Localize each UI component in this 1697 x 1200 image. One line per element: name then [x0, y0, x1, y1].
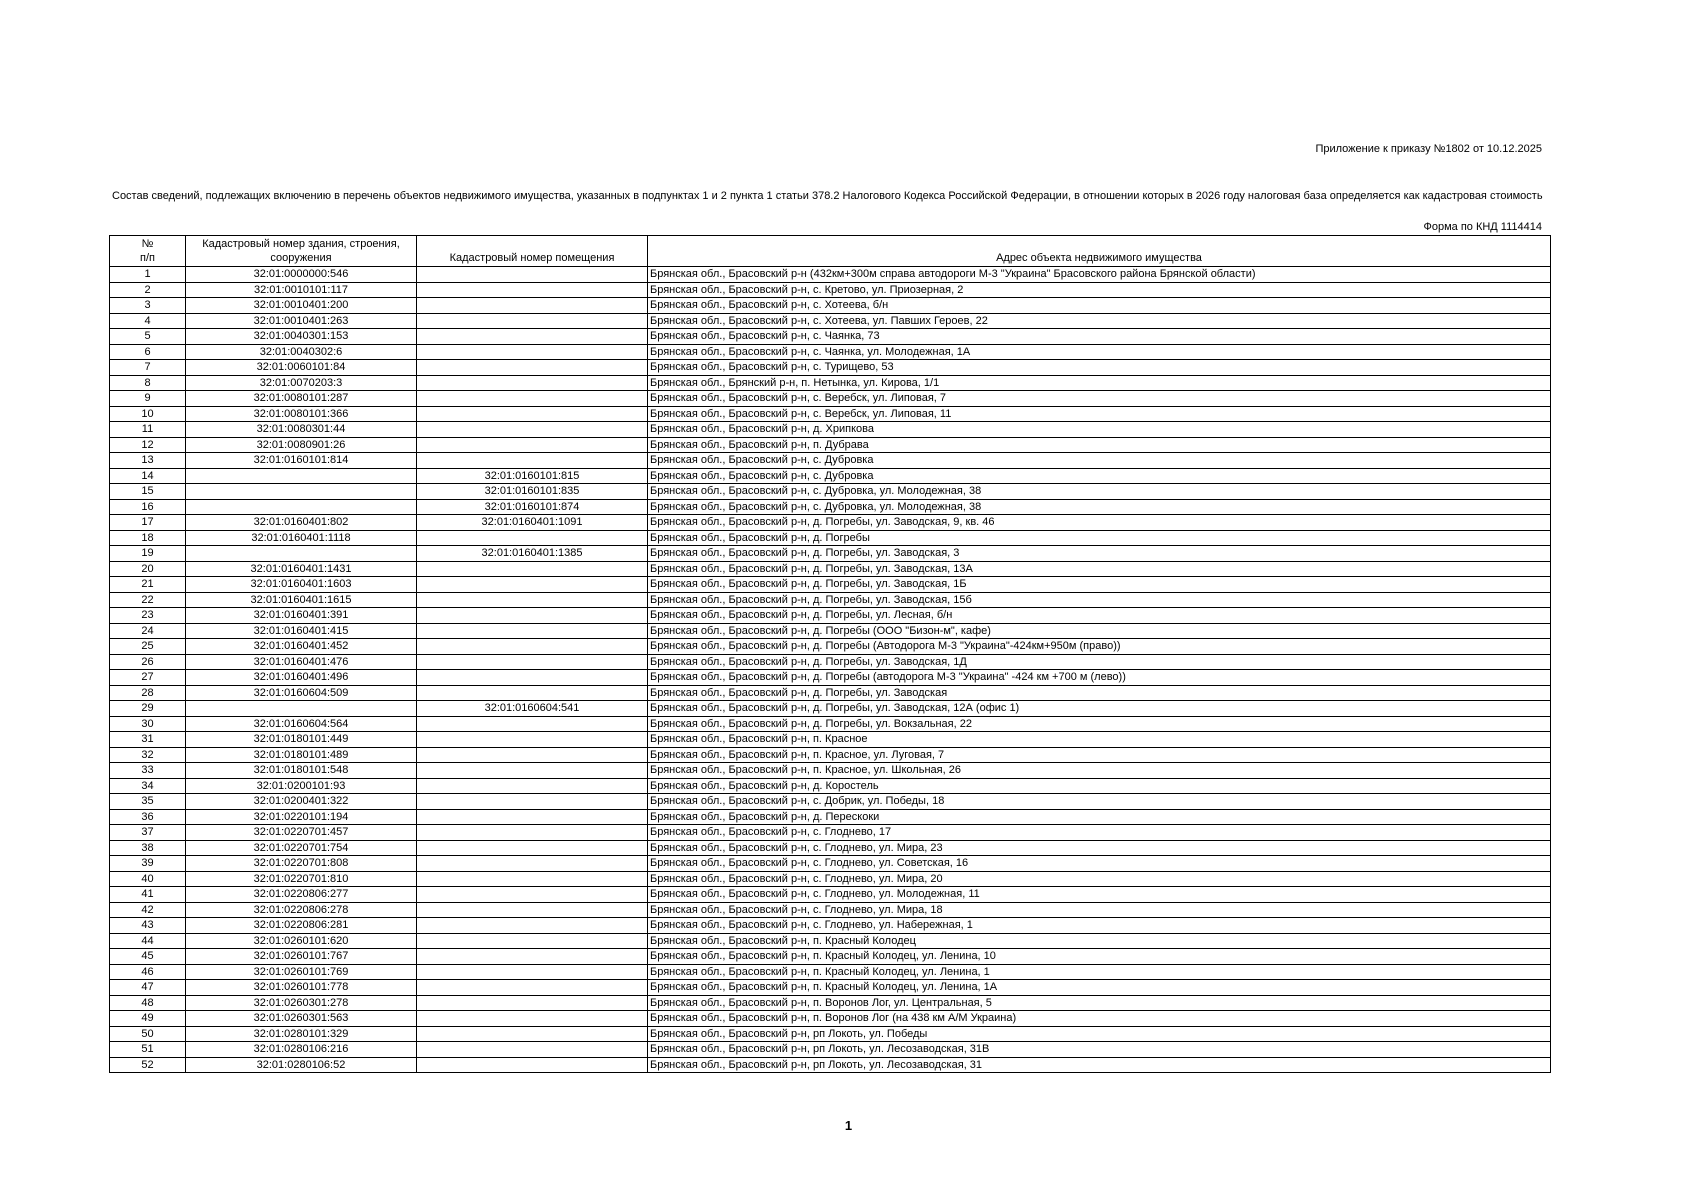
building-cadastral-cell: 32:01:0010101:117 — [186, 282, 417, 298]
building-cadastral-cell: 32:01:0220806:278 — [186, 902, 417, 918]
table-row — [110, 623, 1551, 639]
address-cell: Брянская обл., Брасовский р-н, с. Глоднево, 17 — [648, 825, 1551, 841]
room-cadastral-cell — [417, 530, 648, 546]
address-cell: Брянская обл., Брасовский р-н, д. Погребы, ул. Вокзальная, 22 — [648, 716, 1551, 732]
building-cadastral-cell — [186, 546, 417, 562]
address-cell: Брянская обл., Брасовский р-н, д. Погребы, ул. Заводская — [648, 685, 1551, 701]
building-cadastral-cell: 32:01:0220806:281 — [186, 918, 417, 934]
address-cell: Брянская обл., Брасовский р-н, с. Дубровка, ул. Молодежная, 38 — [648, 484, 1551, 500]
building-cadastral-cell — [186, 499, 417, 515]
row-number-cell: 27 — [110, 670, 186, 686]
address-cell: Брянская обл., Брасовский р-н, с. Чаянка, ул. Молодежная, 1А — [648, 344, 1551, 360]
address-cell: Брянская обл., Брасовский р-н (432км+300м справа автодороги М-3 "Украина" Брасовского района Брянской области) — [648, 267, 1551, 283]
table-row — [110, 1026, 1551, 1042]
address-cell: Брянская обл., Брасовский р-н, с. Дубровка — [648, 468, 1551, 484]
row-number-cell: 49 — [110, 1011, 186, 1027]
address-cell: Брянская обл., Брасовский р-н, д. Погребы, ул. Заводская, 9, кв. 46 — [648, 515, 1551, 531]
header-room-cadastral: Кадастровый номер помещения — [417, 236, 648, 267]
row-number-cell: 19 — [110, 546, 186, 562]
address-cell: Брянская обл., Брасовский р-н, с. Глоднево, ул. Мира, 18 — [648, 902, 1551, 918]
row-number-cell: 34 — [110, 778, 186, 794]
address-cell: Брянская обл., Брасовский р-н, с. Глоднево, ул. Советская, 16 — [648, 856, 1551, 872]
room-cadastral-cell — [417, 1026, 648, 1042]
row-number-cell: 33 — [110, 763, 186, 779]
building-cadastral-cell: 32:01:0220806:277 — [186, 887, 417, 903]
table-row — [110, 871, 1551, 887]
row-number-cell: 32 — [110, 747, 186, 763]
row-number-cell: 44 — [110, 933, 186, 949]
room-cadastral-cell — [417, 964, 648, 980]
room-cadastral-cell — [417, 329, 648, 345]
room-cadastral-cell — [417, 391, 648, 407]
table-row — [110, 267, 1551, 283]
address-cell: Брянская обл., Брасовский р-н, с. Добрик, ул. Победы, 18 — [648, 794, 1551, 810]
building-cadastral-cell — [186, 484, 417, 500]
room-cadastral-cell — [417, 406, 648, 422]
row-number-cell: 36 — [110, 809, 186, 825]
appendix-note: Приложение к приказу №1802 от 10.12.2025 — [1315, 143, 1542, 155]
building-cadastral-cell: 32:01:0180101:489 — [186, 747, 417, 763]
row-number-cell: 20 — [110, 561, 186, 577]
room-cadastral-cell — [417, 654, 648, 670]
row-number-cell: 4 — [110, 313, 186, 329]
table-row — [110, 329, 1551, 345]
row-number-cell: 38 — [110, 840, 186, 856]
table-row — [110, 437, 1551, 453]
building-cadastral-cell: 32:01:0070203:3 — [186, 375, 417, 391]
building-cadastral-cell: 32:01:0160401:391 — [186, 608, 417, 624]
row-number-cell: 45 — [110, 949, 186, 965]
room-cadastral-cell — [417, 282, 648, 298]
building-cadastral-cell: 32:01:0010401:200 — [186, 298, 417, 314]
table-row — [110, 685, 1551, 701]
row-number-cell: 50 — [110, 1026, 186, 1042]
row-number-cell: 13 — [110, 453, 186, 469]
room-cadastral-cell — [417, 608, 648, 624]
building-cadastral-cell: 32:01:0160101:814 — [186, 453, 417, 469]
row-number-cell: 11 — [110, 422, 186, 438]
room-cadastral-cell: 32:01:0160401:1385 — [417, 546, 648, 562]
building-cadastral-cell: 32:01:0040302:6 — [186, 344, 417, 360]
room-cadastral-cell — [417, 980, 648, 996]
address-cell: Брянская обл., Брасовский р-н, с. Глоднево, ул. Молодежная, 11 — [648, 887, 1551, 903]
building-cadastral-cell: 32:01:0080901:26 — [186, 437, 417, 453]
row-number-cell: 39 — [110, 856, 186, 872]
row-number-cell: 48 — [110, 995, 186, 1011]
address-cell: Брянская обл., Брасовский р-н, д. Погребы, ул. Заводская, 1Б — [648, 577, 1551, 593]
table-row — [110, 840, 1551, 856]
room-cadastral-cell: 32:01:0160101:874 — [417, 499, 648, 515]
address-cell: Брянская обл., Брасовский р-н, д. Погребы, ул. Заводская, 3 — [648, 546, 1551, 562]
room-cadastral-cell — [417, 763, 648, 779]
row-number-cell: 30 — [110, 716, 186, 732]
table-row — [110, 1011, 1551, 1027]
table-row — [110, 530, 1551, 546]
table-row — [110, 716, 1551, 732]
building-cadastral-cell: 32:01:0260101:767 — [186, 949, 417, 965]
address-cell: Брянская обл., Брасовский р-н, с. Дубровка, ул. Молодежная, 38 — [648, 499, 1551, 515]
table-row — [110, 732, 1551, 748]
table-row — [110, 825, 1551, 841]
room-cadastral-cell — [417, 949, 648, 965]
room-cadastral-cell — [417, 267, 648, 283]
row-number-cell: 3 — [110, 298, 186, 314]
address-cell: Брянская обл., Брасовский р-н, п. Воронов Лог (на 438 км А/М Украина) — [648, 1011, 1551, 1027]
table-row — [110, 747, 1551, 763]
table-row — [110, 763, 1551, 779]
address-cell: Брянская обл., Брянский р-н, п. Нетынка, ул. Кирова, 1/1 — [648, 375, 1551, 391]
header-building-cadastral: Кадастровый номер здания, строения, сооружения — [186, 236, 417, 267]
table-row — [110, 453, 1551, 469]
table-row — [110, 313, 1551, 329]
row-number-cell: 42 — [110, 902, 186, 918]
table-row — [110, 856, 1551, 872]
address-cell: Брянская обл., Брасовский р-н, п. Воронов Лог, ул. Центральная, 5 — [648, 995, 1551, 1011]
table-row — [110, 608, 1551, 624]
address-cell: Брянская обл., Брасовский р-н, д. Погребы — [648, 530, 1551, 546]
table-row — [110, 949, 1551, 965]
table-row — [110, 406, 1551, 422]
table-row — [110, 654, 1551, 670]
building-cadastral-cell: 32:01:0280106:52 — [186, 1057, 417, 1073]
table-row — [110, 422, 1551, 438]
room-cadastral-cell — [417, 887, 648, 903]
address-cell: Брянская обл., Брасовский р-н, рп Локоть, ул. Победы — [648, 1026, 1551, 1042]
building-cadastral-cell: 32:01:0000000:546 — [186, 267, 417, 283]
room-cadastral-cell — [417, 685, 648, 701]
room-cadastral-cell — [417, 437, 648, 453]
address-cell: Брянская обл., Брасовский р-н, п. Красное — [648, 732, 1551, 748]
address-cell: Брянская обл., Брасовский р-н, д. Погребы (автодорога М-3 "Украина" -424 км +700 м (лево)) — [648, 670, 1551, 686]
page-number: 1 — [844, 1118, 853, 1133]
address-cell: Брянская обл., Брасовский р-н, с. Глоднево, ул. Набережная, 1 — [648, 918, 1551, 934]
building-cadastral-cell — [186, 468, 417, 484]
room-cadastral-cell — [417, 577, 648, 593]
building-cadastral-cell: 32:01:0180101:449 — [186, 732, 417, 748]
room-cadastral-cell — [417, 825, 648, 841]
address-cell: Брянская обл., Брасовский р-н, п. Красный Колодец, ул. Ленина, 1 — [648, 964, 1551, 980]
address-cell: Брянская обл., Брасовский р-н, с. Турищево, 53 — [648, 360, 1551, 376]
room-cadastral-cell — [417, 313, 648, 329]
form-code: Форма по КНД 1114414 — [1423, 221, 1542, 233]
table-row — [110, 794, 1551, 810]
building-cadastral-cell: 32:01:0160401:1118 — [186, 530, 417, 546]
room-cadastral-cell — [417, 639, 648, 655]
address-cell: Брянская обл., Брасовский р-н, с. Глоднево, ул. Мира, 23 — [648, 840, 1551, 856]
address-cell: Брянская обл., Брасовский р-н, с. Веребск, ул. Липовая, 11 — [648, 406, 1551, 422]
building-cadastral-cell: 32:01:0260301:563 — [186, 1011, 417, 1027]
room-cadastral-cell — [417, 670, 648, 686]
table-row — [110, 282, 1551, 298]
room-cadastral-cell — [417, 747, 648, 763]
building-cadastral-cell: 32:01:0220701:457 — [186, 825, 417, 841]
room-cadastral-cell — [417, 623, 648, 639]
address-cell: Брянская обл., Брасовский р-н, д. Погребы, ул. Заводская, 1Д — [648, 654, 1551, 670]
building-cadastral-cell: 32:01:0160604:509 — [186, 685, 417, 701]
address-cell: Брянская обл., Брасовский р-н, с. Кретово, ул. Приозерная, 2 — [648, 282, 1551, 298]
room-cadastral-cell — [417, 1057, 648, 1073]
room-cadastral-cell — [417, 1042, 648, 1058]
building-cadastral-cell: 32:01:0220701:810 — [186, 871, 417, 887]
table-row — [110, 887, 1551, 903]
row-number-cell: 52 — [110, 1057, 186, 1073]
building-cadastral-cell: 32:01:0160401:1615 — [186, 592, 417, 608]
row-number-cell: 43 — [110, 918, 186, 934]
table-row — [110, 701, 1551, 717]
building-cadastral-cell: 32:01:0040301:153 — [186, 329, 417, 345]
address-cell: Брянская обл., Брасовский р-н, с. Веребск, ул. Липовая, 7 — [648, 391, 1551, 407]
building-cadastral-cell: 32:01:0200101:93 — [186, 778, 417, 794]
row-number-cell: 29 — [110, 701, 186, 717]
building-cadastral-cell: 32:01:0280101:329 — [186, 1026, 417, 1042]
building-cadastral-cell: 32:01:0160401:415 — [186, 623, 417, 639]
table-row — [110, 375, 1551, 391]
room-cadastral-cell: 32:01:0160101:815 — [417, 468, 648, 484]
room-cadastral-cell — [417, 871, 648, 887]
address-cell: Брянская обл., Брасовский р-н, рп Локоть, ул. Лесозаводская, 31В — [648, 1042, 1551, 1058]
building-cadastral-cell: 32:01:0160401:1431 — [186, 561, 417, 577]
row-number-cell: 14 — [110, 468, 186, 484]
address-cell: Брянская обл., Брасовский р-н, п. Красное, ул. Школьная, 26 — [648, 763, 1551, 779]
address-cell: Брянская обл., Брасовский р-н, с. Дубровка — [648, 453, 1551, 469]
room-cadastral-cell — [417, 375, 648, 391]
row-number-cell: 28 — [110, 685, 186, 701]
building-cadastral-cell: 32:01:0260101:769 — [186, 964, 417, 980]
table-row — [110, 468, 1551, 484]
row-number-cell: 22 — [110, 592, 186, 608]
row-number-cell: 25 — [110, 639, 186, 655]
row-number-cell: 18 — [110, 530, 186, 546]
table-row — [110, 980, 1551, 996]
table-row — [110, 1057, 1551, 1073]
table-row — [110, 809, 1551, 825]
building-cadastral-cell: 32:01:0060101:84 — [186, 360, 417, 376]
table-header-row — [110, 236, 1551, 267]
document-heading: Состав сведений, подлежащих включению в перечень объектов недвижимого имущества, указанных в подпунктах 1 и 2 пункта 1 статьи 378.2 Налогового Кодекса Российской Федерации, в отношении которых в 2026 году налоговая база определяется как кадастровая стоимость — [112, 190, 1543, 202]
table-row — [110, 561, 1551, 577]
table-row — [110, 778, 1551, 794]
table-row — [110, 592, 1551, 608]
building-cadastral-cell — [186, 701, 417, 717]
row-number-cell: 12 — [110, 437, 186, 453]
table-row — [110, 484, 1551, 500]
address-cell: Брянская обл., Брасовский р-н, д. Погребы, ул. Заводская, 13А — [648, 561, 1551, 577]
header-number-line1: № — [141, 238, 154, 250]
row-number-cell: 31 — [110, 732, 186, 748]
room-cadastral-cell: 32:01:0160604:541 — [417, 701, 648, 717]
table-row — [110, 1042, 1551, 1058]
table-row — [110, 902, 1551, 918]
room-cadastral-cell — [417, 840, 648, 856]
address-cell: Брянская обл., Брасовский р-н, рп Локоть, ул. Лесозаводская, 31 — [648, 1057, 1551, 1073]
address-cell: Брянская обл., Брасовский р-н, п. Красный Колодец, ул. Ленина, 1А — [648, 980, 1551, 996]
building-cadastral-cell: 32:01:0160401:1603 — [186, 577, 417, 593]
row-number-cell: 24 — [110, 623, 186, 639]
row-number-cell: 5 — [110, 329, 186, 345]
building-cadastral-cell: 32:01:0160401:452 — [186, 639, 417, 655]
table-row — [110, 670, 1551, 686]
property-table — [109, 235, 1551, 1073]
row-number-cell: 1 — [110, 267, 186, 283]
table-row — [110, 298, 1551, 314]
address-cell: Брянская обл., Брасовский р-н, п. Красный Колодец, ул. Ленина, 10 — [648, 949, 1551, 965]
header-number — [110, 236, 186, 267]
room-cadastral-cell — [417, 298, 648, 314]
room-cadastral-cell — [417, 933, 648, 949]
table-row — [110, 964, 1551, 980]
address-cell: Брянская обл., Брасовский р-н, д. Погребы, ул. Лесная, б/н — [648, 608, 1551, 624]
building-cadastral-cell: 32:01:0220701:808 — [186, 856, 417, 872]
table-row — [110, 499, 1551, 515]
room-cadastral-cell — [417, 716, 648, 732]
room-cadastral-cell — [417, 902, 648, 918]
room-cadastral-cell — [417, 809, 648, 825]
building-cadastral-cell: 32:01:0160401:496 — [186, 670, 417, 686]
table-row — [110, 344, 1551, 360]
row-number-cell: 37 — [110, 825, 186, 841]
building-cadastral-cell: 32:01:0160604:564 — [186, 716, 417, 732]
row-number-cell: 47 — [110, 980, 186, 996]
address-cell: Брянская обл., Брасовский р-н, п. Красный Колодец — [648, 933, 1551, 949]
address-cell: Брянская обл., Брасовский р-н, с. Хотеева, ул. Павших Героев, 22 — [648, 313, 1551, 329]
row-number-cell: 40 — [110, 871, 186, 887]
address-cell: Брянская обл., Брасовский р-н, д. Хрипкова — [648, 422, 1551, 438]
room-cadastral-cell — [417, 856, 648, 872]
row-number-cell: 17 — [110, 515, 186, 531]
room-cadastral-cell — [417, 360, 648, 376]
room-cadastral-cell — [417, 453, 648, 469]
building-cadastral-cell: 32:01:0200401:322 — [186, 794, 417, 810]
address-cell: Брянская обл., Брасовский р-н, д. Погребы, ул. Заводская, 12А (офис 1) — [648, 701, 1551, 717]
address-cell: Брянская обл., Брасовский р-н, п. Красное, ул. Луговая, 7 — [648, 747, 1551, 763]
room-cadastral-cell: 32:01:0160101:835 — [417, 484, 648, 500]
row-number-cell: 16 — [110, 499, 186, 515]
building-cadastral-cell: 32:01:0080101:287 — [186, 391, 417, 407]
row-number-cell: 9 — [110, 391, 186, 407]
building-cadastral-cell: 32:01:0280106:216 — [186, 1042, 417, 1058]
building-cadastral-cell: 32:01:0220101:194 — [186, 809, 417, 825]
room-cadastral-cell — [417, 794, 648, 810]
room-cadastral-cell — [417, 732, 648, 748]
row-number-cell: 15 — [110, 484, 186, 500]
table-row — [110, 360, 1551, 376]
building-cadastral-cell: 32:01:0080301:44 — [186, 422, 417, 438]
building-cadastral-cell: 32:01:0220701:754 — [186, 840, 417, 856]
room-cadastral-cell — [417, 918, 648, 934]
building-cadastral-cell: 32:01:0180101:548 — [186, 763, 417, 779]
header-number-line2: п/п — [140, 252, 155, 264]
building-cadastral-cell: 32:01:0260101:620 — [186, 933, 417, 949]
room-cadastral-cell — [417, 422, 648, 438]
room-cadastral-cell — [417, 592, 648, 608]
address-cell: Брянская обл., Брасовский р-н, с. Чаянка, 73 — [648, 329, 1551, 345]
building-cadastral-cell: 32:01:0080101:366 — [186, 406, 417, 422]
building-cadastral-cell: 32:01:0010401:263 — [186, 313, 417, 329]
row-number-cell: 8 — [110, 375, 186, 391]
building-cadastral-cell: 32:01:0260101:778 — [186, 980, 417, 996]
row-number-cell: 23 — [110, 608, 186, 624]
room-cadastral-cell — [417, 561, 648, 577]
row-number-cell: 26 — [110, 654, 186, 670]
address-cell: Брянская обл., Брасовский р-н, п. Дубрава — [648, 437, 1551, 453]
room-cadastral-cell — [417, 778, 648, 794]
row-number-cell: 10 — [110, 406, 186, 422]
row-number-cell: 7 — [110, 360, 186, 376]
table-row — [110, 515, 1551, 531]
row-number-cell: 51 — [110, 1042, 186, 1058]
row-number-cell: 46 — [110, 964, 186, 980]
row-number-cell: 21 — [110, 577, 186, 593]
address-cell: Брянская обл., Брасовский р-н, с. Хотеева, б/н — [648, 298, 1551, 314]
building-cadastral-cell: 32:01:0160401:802 — [186, 515, 417, 531]
building-cadastral-cell: 32:01:0260301:278 — [186, 995, 417, 1011]
building-cadastral-cell: 32:01:0160401:476 — [186, 654, 417, 670]
address-cell: Брянская обл., Брасовский р-н, д. Коростель — [648, 778, 1551, 794]
room-cadastral-cell — [417, 1011, 648, 1027]
header-address: Адрес объекта недвижимого имущества — [648, 236, 1551, 267]
row-number-cell: 41 — [110, 887, 186, 903]
room-cadastral-cell — [417, 995, 648, 1011]
address-cell: Брянская обл., Брасовский р-н, с. Глоднево, ул. Мира, 20 — [648, 871, 1551, 887]
row-number-cell: 6 — [110, 344, 186, 360]
table-row — [110, 995, 1551, 1011]
table-row — [110, 577, 1551, 593]
table-row — [110, 391, 1551, 407]
table-row — [110, 639, 1551, 655]
address-cell: Брянская обл., Брасовский р-н, д. Погребы, ул. Заводская, 15б — [648, 592, 1551, 608]
row-number-cell: 35 — [110, 794, 186, 810]
room-cadastral-cell — [417, 344, 648, 360]
address-cell: Брянская обл., Брасовский р-н, д. Погребы (Автодорога М-3 "Украина"-424км+950м (право)) — [648, 639, 1551, 655]
room-cadastral-cell: 32:01:0160401:1091 — [417, 515, 648, 531]
address-cell: Брянская обл., Брасовский р-н, д. Погребы (ООО "Бизон-м", кафе) — [648, 623, 1551, 639]
table-row — [110, 546, 1551, 562]
address-cell: Брянская обл., Брасовский р-н, д. Перескоки — [648, 809, 1551, 825]
table-row — [110, 933, 1551, 949]
table-row — [110, 918, 1551, 934]
row-number-cell: 2 — [110, 282, 186, 298]
